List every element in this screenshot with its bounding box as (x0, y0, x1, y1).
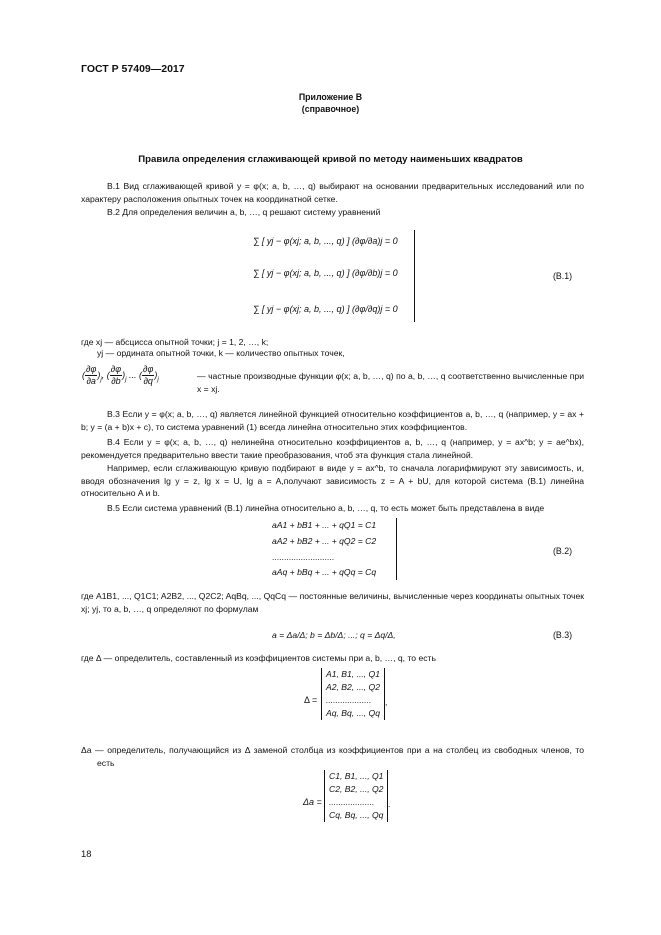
delta-label: Δ = (304, 695, 318, 705)
determinant-row: C1, B1, ..., Q1 (329, 771, 384, 781)
where-abscissa: где xj — абсцисса опытной точки; j = 1, 2, …, k; (81, 337, 269, 347)
equation-b2-brace (392, 518, 397, 580)
determinant-row: Aq, Bq, ..., Qq (326, 708, 380, 718)
determinant-row: A1, B1, ..., Q1 (326, 669, 380, 679)
paragraph-b3: В.3 Если y = φ(x; a, b, …, q) является линейной функцией относительно коэффициентов a, b, …, q (например, y = ax + b; y = (a + b)x + c), то система уравнений (1) всегда линейна относительно этих коэффициентов. (81, 409, 584, 432)
paragraph-b4-example: Например, если сглаживающую кривую подбирают в виде y = ax^b, то сначала логарифмируют эту зависимость, и, вводя обозначения lg y = z, lg x = U, lg a = A,получают зависимость z = A + bU, для которой система (В.1) линейна относительно A и b. (81, 463, 584, 499)
equation-b1-row: ∑ [ yj − φ(xj; a, b, ..., q) ] (∂φ/∂a)j = 0 (253, 236, 398, 246)
paragraph-b1: В.1 Вид сглаживающей кривой y = φ(x; a, b, …, q) выбирают на основании предварительных исследований или по характеру расположения опытных точек на координатной сетке. (81, 181, 584, 204)
where-ordinate: yj — ордината опытной точки, k — количество опытных точек, (97, 348, 345, 358)
equation-b1-brace (410, 230, 415, 322)
document-code: ГОСТ Р 57409—2017 (81, 63, 185, 75)
determinant-comma: , (385, 697, 388, 707)
where-determinant: где Δ — определитель, составленный из коэффициентов системы при a, b, …, q, то есть (81, 653, 436, 663)
section-title: Правила определения сглаживающей кривой по методу наименьших квадратов (138, 154, 523, 165)
equation-b2-row: .......................... (272, 552, 335, 562)
page-number: 18 (81, 848, 92, 859)
equation-b3: a = Δa/Δ; b = Δb/Δ; ...; q = Δq/Δ, (272, 630, 396, 640)
partial-derivatives-symbols: ( $\frac{\partial\varphi}{\partial a}$ )$_j$, ( $\frac{\partial\varphi}{\partial b}$ )$_j$ ... ( $\frac{\partial\varphi}{\partial q}$ )$_j$ (82, 364, 159, 387)
determinant-row: ................... (326, 695, 372, 705)
where-constants: где A1B1, ..., Q1C1; A2B2, ..., Q2C2; AqBq, ..., QqCq — постоянные величины, вычисленные через координаты опытных точек xj; yj, то a, b, …, q определяют по формулам (81, 591, 584, 614)
paragraph-b4: В.4 Если y = φ(x; a, b, …, q) нелинейна относительно коэффициентов a, b, …, q (например, y = ax^b; y = ae^bx), рекомендуется предварительно ввести такие преобразования, чтоб эта функция стала линейной. (81, 437, 584, 460)
partial-derivatives-text: — частные производные функции φ(x; a, b, …, q) по a, b, …, q соответственно вычисленные при x = xj. (197, 371, 584, 394)
determinant-row: ................... (329, 797, 375, 807)
equation-b2-row: aAq + bBq + ... + qQq = Cq (272, 567, 377, 577)
equation-b2-number: (В.2) (553, 546, 573, 556)
determinant-row: C2, B2, ..., Q2 (329, 784, 384, 794)
equation-b3-number: (В.3) (553, 630, 573, 640)
equation-b1-row: ∑ [ yj − φ(xj; a, b, ..., q) ] (∂φ/∂b)j = 0 (253, 268, 398, 278)
appendix-subtitle: (справочное) (301, 104, 360, 114)
paragraph-b5: В.5 Если система уравнений (В.1) линейна относительно a, b, …, q, то есть может быть представлена в виде (107, 503, 545, 513)
delta-a-text: Δa — определитель, получающийся из Δ заменой столбца из коэффициентов при a на столбец из свободных членов, то есть (81, 745, 584, 768)
determinant-delta (321, 668, 388, 720)
equation-b1-number: (В.1) (553, 271, 573, 281)
determinant-row: Cq, Bq, ..., Qq (329, 810, 384, 820)
determinant-a-comma: . (388, 799, 391, 809)
determinant-delta-a (324, 770, 391, 822)
paragraph-b2: В.2 Для определения величин a, b, …, q решают систему уравнений (107, 207, 381, 217)
equation-b2-row: aA1 + bB1 + ... + qQ1 = C1 (272, 520, 377, 530)
appendix-title: Приложение В (298, 92, 363, 102)
determinant-row: A2, B2, ..., Q2 (326, 682, 380, 692)
delta-a-label: Δa = (303, 797, 322, 807)
equation-b1-row: ∑ [ yj − φ(xj; a, b, ..., q) ] (∂φ/∂q)j = 0 (253, 304, 398, 314)
equation-b2-row: aA2 + bB2 + ... + qQ2 = C2 (272, 536, 377, 546)
